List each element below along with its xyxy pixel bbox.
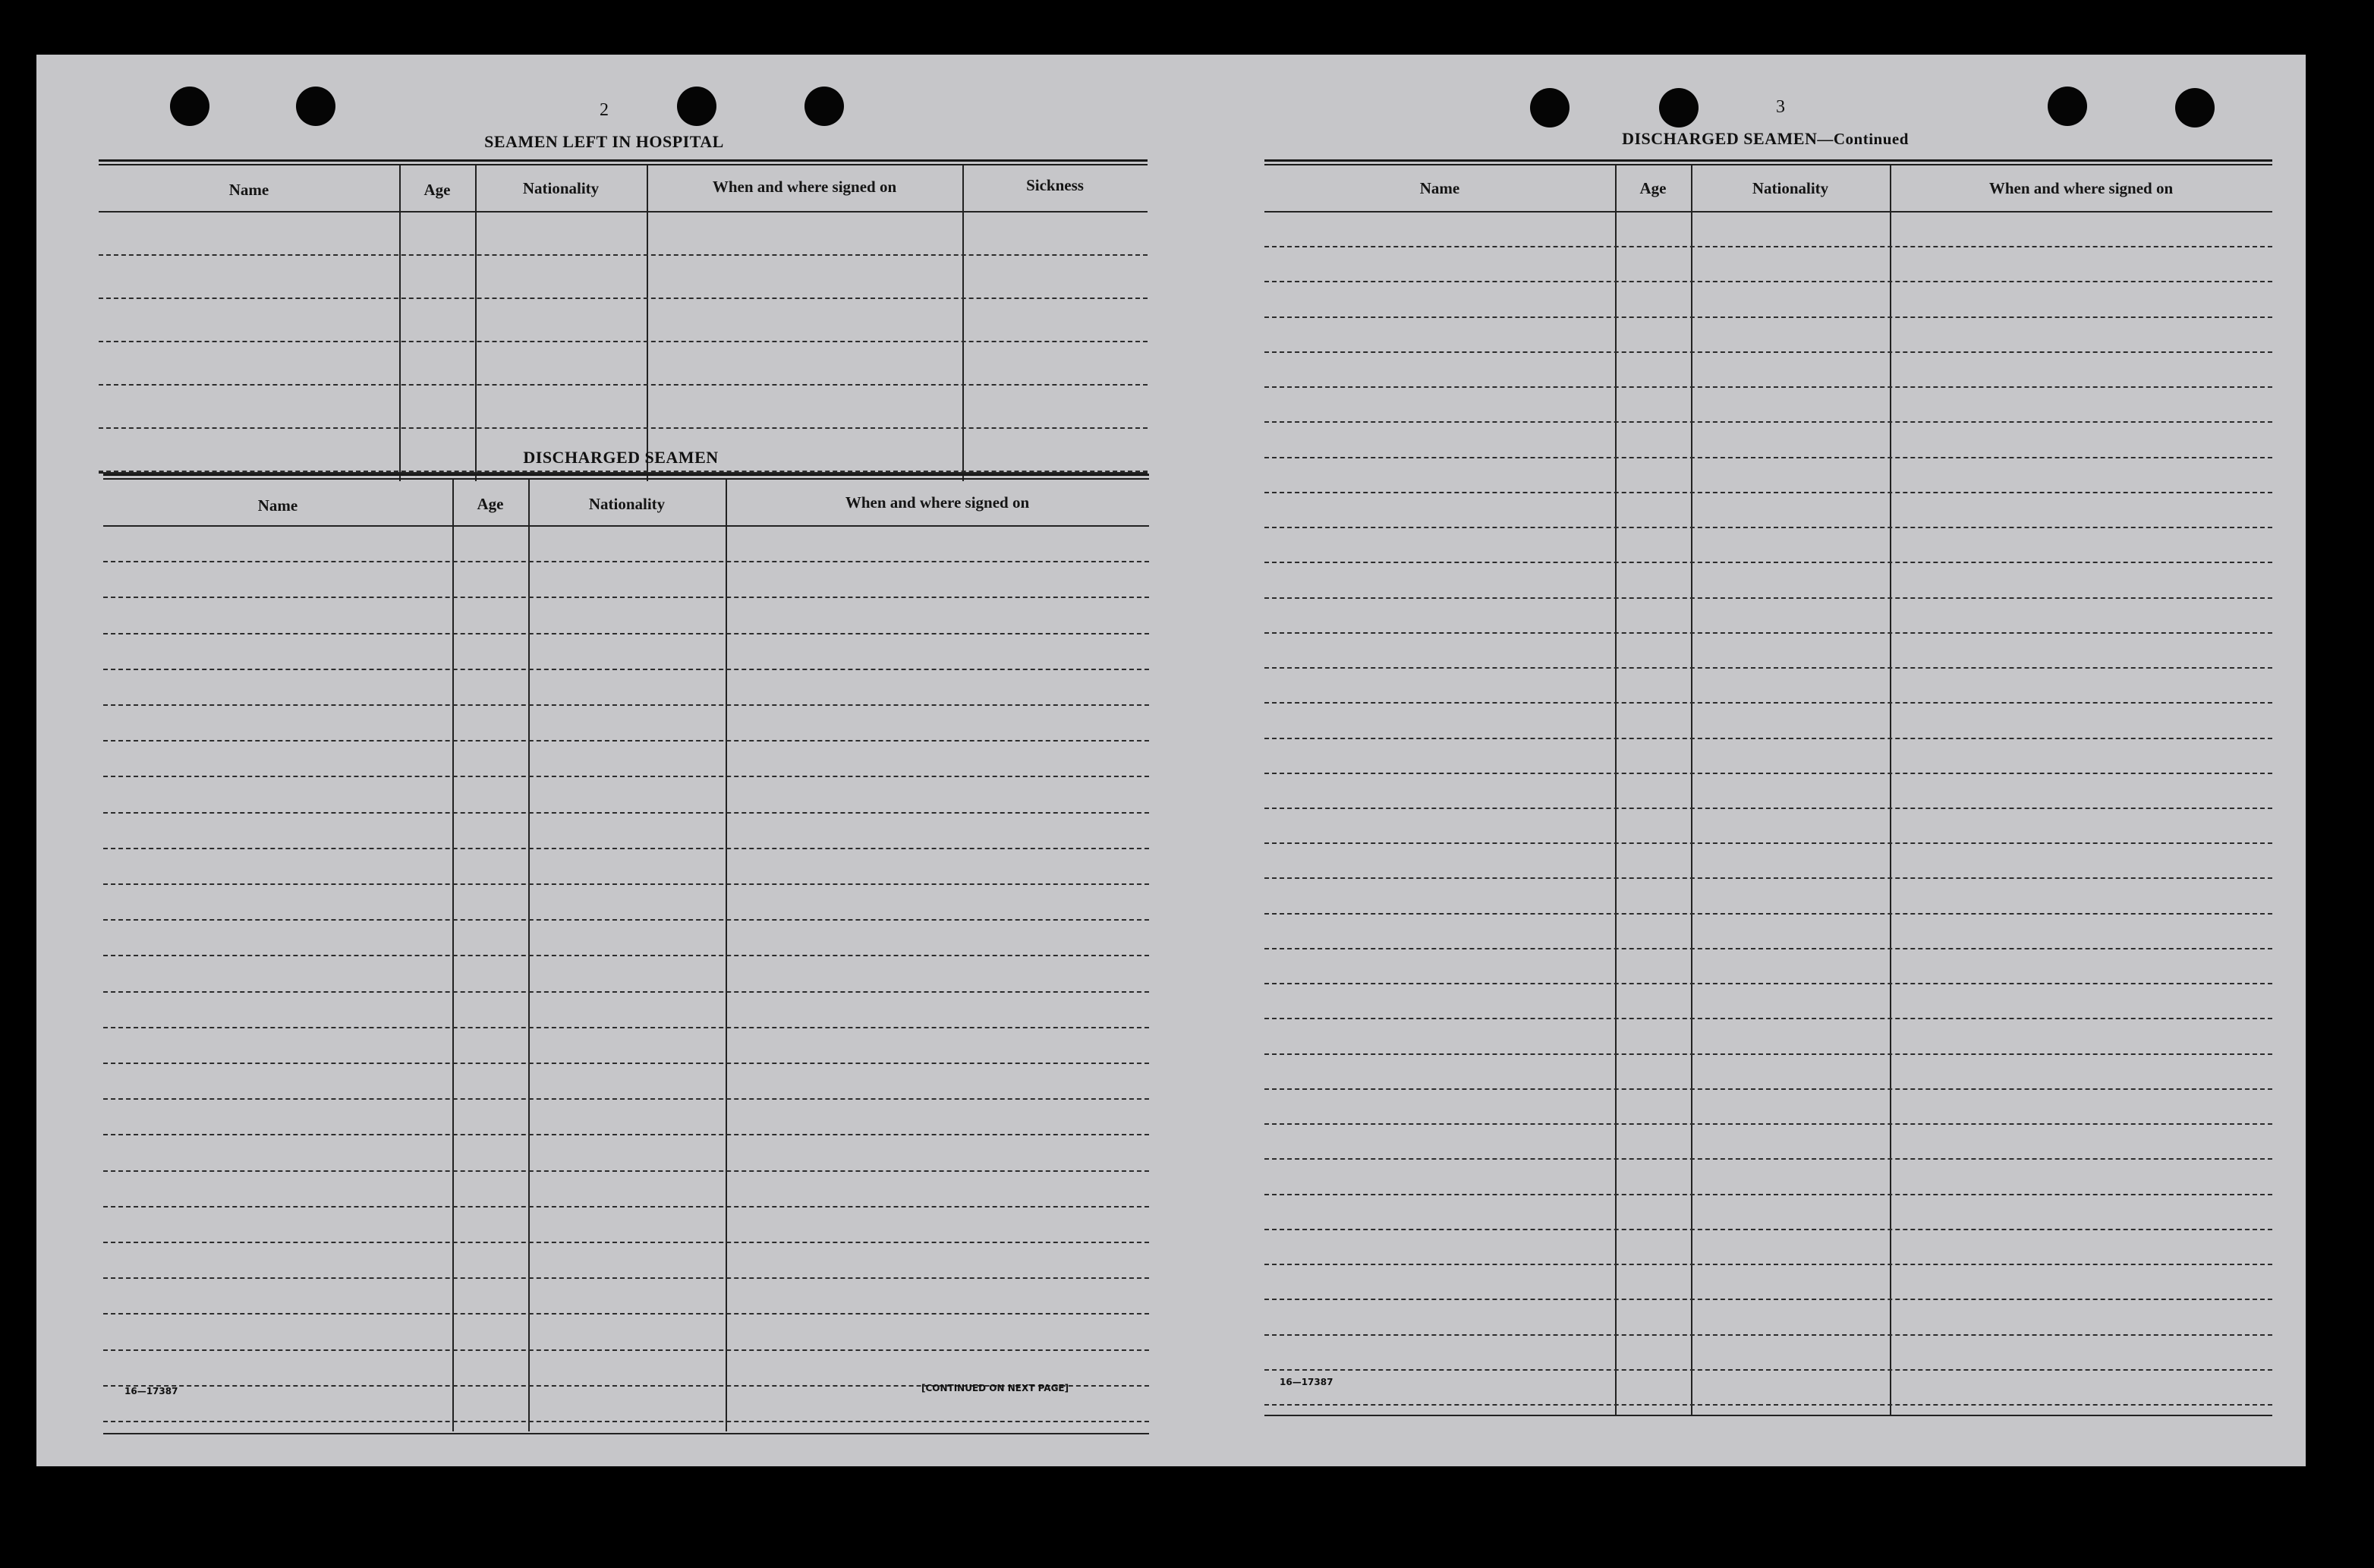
row-ruling: [103, 740, 1149, 741]
row-ruling: [103, 991, 1149, 993]
row-ruling: [1264, 527, 2272, 528]
punch-hole: [1659, 88, 1699, 128]
row-ruling: [1264, 316, 2272, 318]
row-ruling: [103, 597, 1149, 598]
row-ruling: [1264, 983, 2272, 984]
discharged-rows: [103, 525, 1149, 1421]
row-ruling: [1264, 492, 2272, 493]
hospital-rows: [99, 211, 1148, 471]
form-number: 16—17387: [1280, 1377, 1333, 1387]
row-ruling: [1264, 1229, 2272, 1230]
title-suffix: —Continued: [1817, 130, 1909, 148]
row-ruling: [103, 1098, 1149, 1100]
row-ruling: [1264, 386, 2272, 388]
row-ruling: [1264, 667, 2272, 669]
page-number: 3: [1776, 97, 1785, 117]
section-title-hospital: SEAMEN LEFT IN HOSPITAL: [484, 132, 724, 151]
row-ruling: [1264, 1334, 2272, 1336]
row-ruling: [1264, 1404, 2272, 1406]
row-ruling: [103, 1421, 1149, 1422]
row-ruling: [103, 1063, 1149, 1064]
column-header-name: Name: [1419, 179, 1460, 197]
column-header-name: Name: [257, 496, 298, 515]
section-title-discharged-continued: [1622, 129, 1909, 149]
row-ruling: [1264, 457, 2272, 458]
row-ruling: [1264, 1158, 2272, 1160]
row-ruling: [1264, 597, 2272, 599]
row-ruling: [103, 848, 1149, 849]
column-header-nationality: Nationality: [588, 495, 666, 513]
row-ruling: [103, 776, 1149, 777]
row-ruling: [99, 298, 1148, 299]
row-ruling: [99, 384, 1148, 386]
row-ruling: [1264, 632, 2272, 634]
column-header-age: Age: [423, 181, 451, 199]
page-number: 2: [600, 100, 609, 120]
row-ruling: [1264, 562, 2272, 563]
column-header-signed-on: When and where signed on: [1988, 179, 2174, 197]
right-page: [1189, 55, 2306, 1466]
column-header-signed-on: When and where signed on: [845, 493, 1030, 512]
row-ruling: [103, 633, 1149, 634]
row-ruling: [103, 1349, 1149, 1351]
form-number: 16—17387: [124, 1386, 178, 1396]
column-header-nationality: Nationality: [1752, 179, 1829, 197]
row-ruling: [1264, 773, 2272, 774]
row-ruling: [103, 1277, 1149, 1279]
punch-hole: [804, 87, 844, 126]
row-ruling: [99, 341, 1148, 342]
row-ruling: [103, 561, 1149, 562]
row-ruling: [103, 919, 1149, 921]
row-ruling: [99, 427, 1148, 429]
row-ruling: [103, 1170, 1149, 1172]
row-ruling: [103, 704, 1149, 706]
punch-hole: [677, 87, 716, 126]
row-ruling: [1264, 842, 2272, 844]
punch-hole: [170, 87, 209, 126]
punch-hole: [2048, 87, 2087, 126]
row-ruling: [103, 1206, 1149, 1207]
title-main: DISCHARGED SEAMEN: [1622, 129, 1818, 148]
row-ruling: [103, 669, 1149, 670]
row-ruling: [103, 812, 1149, 814]
row-ruling: [1264, 913, 2272, 915]
row-ruling: [1264, 421, 2272, 423]
row-ruling: [99, 254, 1148, 256]
row-ruling: [1264, 702, 2272, 704]
column-header-age: Age: [477, 495, 504, 513]
section-title-discharged: DISCHARGED SEAMEN: [523, 448, 719, 467]
column-header-nationality: Nationality: [522, 179, 600, 197]
row-ruling: [103, 955, 1149, 956]
column-header-age: Age: [1639, 179, 1667, 197]
punch-hole: [1530, 88, 1570, 128]
row-ruling: [1264, 1369, 2272, 1371]
discharged-continued-table: [1264, 159, 2272, 1416]
row-ruling: [1264, 1053, 2272, 1055]
column-header-signed-on: When and where signed on: [712, 178, 897, 196]
row-ruling: [1264, 808, 2272, 809]
row-ruling: [103, 1027, 1149, 1028]
row-ruling: [1264, 1088, 2272, 1090]
column-header-name: Name: [228, 181, 269, 199]
row-ruling: [1264, 738, 2272, 739]
row-ruling: [1264, 351, 2272, 353]
row-ruling: [1264, 1299, 2272, 1300]
row-ruling: [103, 1313, 1149, 1315]
row-ruling: [1264, 246, 2272, 247]
row-ruling: [1264, 1264, 2272, 1265]
left-page: [36, 55, 1196, 1466]
punch-hole: [2175, 88, 2215, 128]
row-ruling: [1264, 1194, 2272, 1195]
row-ruling: [1264, 1123, 2272, 1125]
hospital-table: [99, 159, 1148, 481]
row-ruling: [1264, 877, 2272, 879]
row-ruling: [1264, 281, 2272, 282]
row-ruling: [1264, 1018, 2272, 1019]
punch-hole: [296, 87, 335, 126]
row-ruling: [103, 883, 1149, 885]
row-ruling: [1264, 948, 2272, 949]
discharged-table: [103, 474, 1149, 1434]
row-ruling: [103, 1134, 1149, 1135]
discharged-continued-rows: [1264, 211, 2272, 1404]
column-header-sickness: Sickness: [1026, 176, 1084, 194]
row-ruling: [103, 1242, 1149, 1243]
continued-note: [CONTINUED ON NEXT PAGE]: [921, 1383, 1069, 1393]
